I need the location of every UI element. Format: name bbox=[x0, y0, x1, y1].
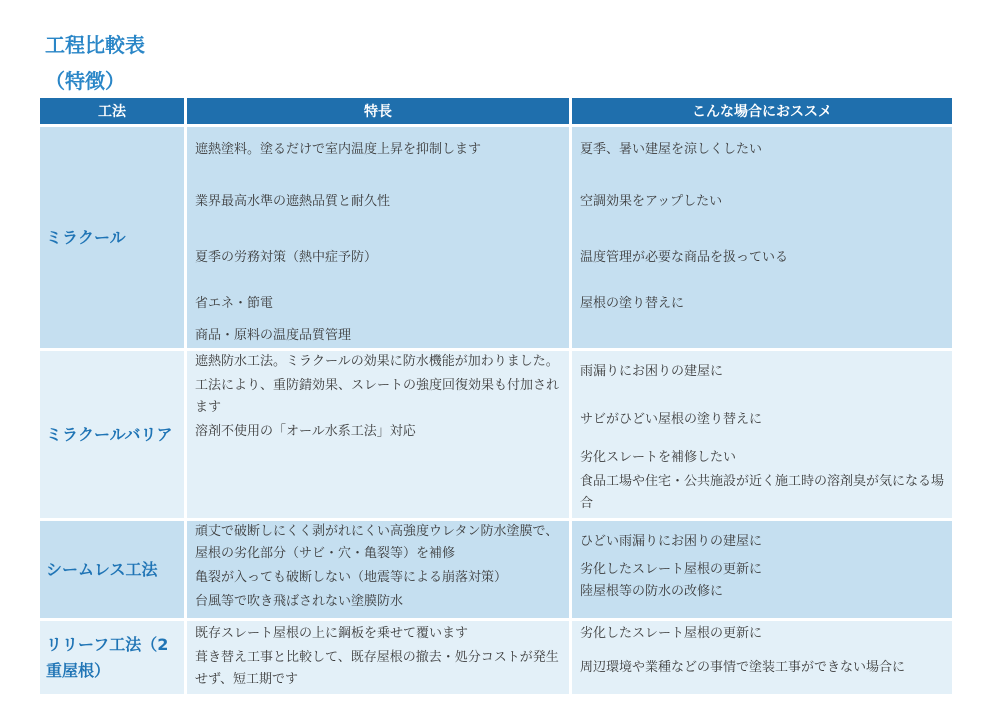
feature-item: 夏季の労務対策（熱中症予防） bbox=[195, 250, 378, 265]
recommend-cell bbox=[572, 521, 952, 618]
features-cell bbox=[187, 621, 569, 694]
features-cell bbox=[187, 351, 569, 518]
feature-item: 省エネ・節電 bbox=[195, 296, 274, 311]
table-row bbox=[40, 521, 952, 618]
table-row bbox=[40, 351, 952, 518]
recommend-item: 陸屋根等の防水の改修に bbox=[580, 584, 724, 599]
page-subtitle: （特徴） bbox=[45, 69, 125, 93]
table-row bbox=[40, 621, 952, 694]
features-cell bbox=[187, 127, 569, 348]
recommend-item: 雨漏りにお困りの建屋に bbox=[580, 364, 724, 379]
method-cell: リリーフ工法（2重屋根） bbox=[40, 621, 184, 694]
recommend-item: 夏季、暑い建屋を涼しくしたい bbox=[580, 142, 763, 157]
recommend-cell bbox=[572, 351, 952, 518]
recommend-item: ひどい雨漏りにお困りの建屋に bbox=[580, 534, 763, 549]
recommend-item: 劣化スレートを補修したい bbox=[580, 450, 737, 465]
feature-item: 工法により、重防錆効果、スレートの強度回復効果も付加されます bbox=[195, 378, 560, 415]
recommend-item: 空調効果をアップしたい bbox=[580, 194, 723, 209]
feature-item: 既存スレート屋根の上に鋼板を乗せて覆います bbox=[195, 626, 469, 641]
page-title: 工程比較表 bbox=[45, 33, 145, 57]
recommend-cell bbox=[572, 127, 952, 348]
recommend-item: 屋根の塗り替えに bbox=[580, 296, 685, 311]
table-row bbox=[40, 127, 952, 348]
comparison-table bbox=[37, 95, 955, 697]
features-cell bbox=[187, 521, 569, 618]
feature-item: 頑丈で破断しにくく剥がれにくい高強度ウレタン防水塗膜で、屋根の劣化部分（サビ・穴・亀裂等）を補修 bbox=[195, 524, 559, 561]
recommend-item: 劣化したスレート屋根の更新に bbox=[580, 626, 763, 641]
table-header-row bbox=[40, 98, 952, 124]
recommend-item: 食品工場や住宅・公共施設が近く施工時の溶剤臭が気になる場合 bbox=[580, 474, 945, 511]
method-cell: ミラクールバリア bbox=[40, 351, 184, 518]
header-recommend: こんな場合におススメ bbox=[572, 98, 952, 124]
feature-item: 溶剤不使用の「オール水系工法」対応 bbox=[195, 424, 416, 439]
feature-item: 商品・原料の温度品質管理 bbox=[195, 328, 352, 343]
recommend-cell bbox=[572, 621, 952, 694]
recommend-item: 周辺環境や業種などの事情で塗装工事ができない場合に bbox=[580, 660, 906, 675]
feature-item: 台風等で吹き飛ばされない塗膜防水 bbox=[195, 594, 404, 609]
method-cell: ミラクール bbox=[40, 127, 184, 348]
recommend-item: 劣化したスレート屋根の更新に bbox=[580, 562, 763, 577]
recommend-item: サビがひどい屋根の塗り替えに bbox=[580, 412, 763, 427]
feature-item: 葺き替え工事と比較して、既存屋根の撤去・処分コストが発生せず、短工期です bbox=[195, 650, 559, 687]
feature-item: 遮熱塗料。塗るだけで室内温度上昇を抑制します bbox=[195, 142, 482, 157]
header-features: 特長 bbox=[187, 98, 569, 124]
feature-item: 遮熱防水工法。ミラクールの効果に防水機能が加わりました。 bbox=[195, 354, 559, 369]
feature-item: 亀裂が入っても破断しない（地震等による崩落対策） bbox=[195, 570, 508, 585]
recommend-item: 温度管理が必要な商品を扱っている bbox=[580, 250, 789, 265]
header-method: 工法 bbox=[40, 98, 184, 124]
feature-item: 業界最高水準の遮熱品質と耐久性 bbox=[195, 194, 391, 209]
method-cell: シームレス工法 bbox=[40, 521, 184, 618]
